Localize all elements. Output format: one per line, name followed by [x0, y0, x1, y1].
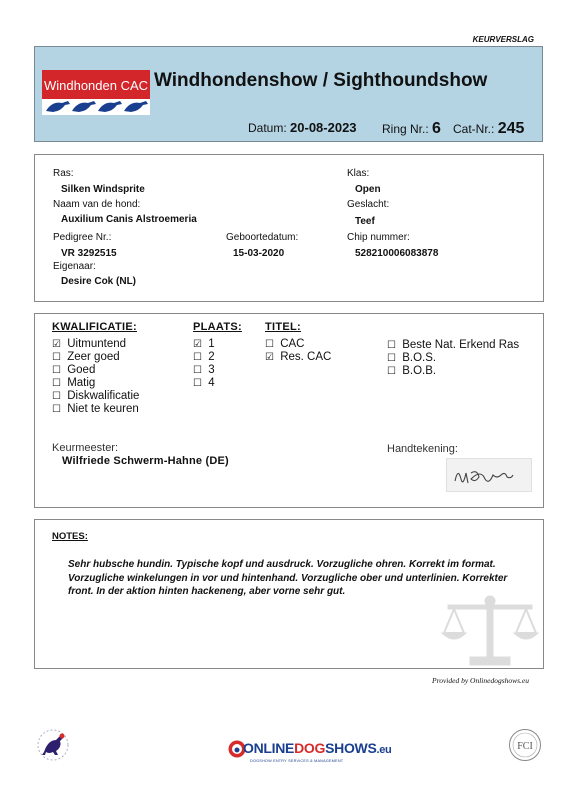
show-title: Windhondenshow / Sighthoundshow	[154, 70, 488, 91]
chip-label: Chip nummer:	[347, 232, 410, 243]
keurmeester-label: Keurmeester:	[52, 442, 119, 454]
checkbox-plaats-1: ☑ 1	[193, 338, 215, 350]
ras-label: Ras:	[53, 168, 74, 179]
checkbox-zeer-goed: ☐ Zeer goed	[52, 351, 120, 363]
checkbox-cac: ☐ CAC	[265, 338, 305, 350]
cat-label: Cat-Nr.:	[453, 122, 495, 136]
windhonden-cac-logo	[42, 70, 150, 115]
pedigree-value: VR 3292515	[61, 248, 117, 259]
kwalificatie-heading: KWALIFICATIE:	[52, 321, 137, 333]
geslacht-value: Teef	[355, 216, 375, 227]
checkbox-goed: ☐ Goed	[52, 364, 96, 376]
brand-shows: SHOWS	[325, 740, 377, 756]
datum-field	[248, 120, 357, 135]
ring-field	[382, 120, 441, 138]
geslacht-label: Geslacht:	[347, 199, 390, 210]
onlinedogshows-logo	[228, 738, 392, 772]
klas-value: Open	[355, 184, 381, 195]
plaats-heading: PLAATS:	[193, 321, 242, 333]
eigenaar-value: Desire Cok (NL)	[61, 276, 137, 287]
signature-image	[446, 458, 532, 492]
club-dog-logo-icon	[36, 728, 70, 762]
checkbox-res-cac: ☑ Res. CAC	[265, 351, 332, 363]
datum-label: Datum:	[248, 121, 287, 135]
checkbox-bos: ☐ B.O.S.	[387, 352, 437, 364]
datum-value: 20-08-2023	[290, 120, 357, 135]
notes-text: Sehr hubsche hundin. Typische kopf und ausdruck. Vorzugliche ohren. Korrekt im format. Vorzugliche winkelungen in vor und hintenhand. Vorzugliche ober und unterlinien. Korrekter front. In der aktion hinten hackeneng, aber vorne sehr gut.	[68, 559, 508, 597]
titel-list	[265, 338, 331, 364]
checkbox-bob: ☐ B.O.B.	[387, 365, 437, 377]
cat-field	[453, 120, 524, 138]
checkbox-diskwalificatie: ☐ Diskwalificatie	[52, 390, 140, 402]
ring-value: 6	[432, 120, 441, 137]
klas-label: Klas:	[347, 168, 370, 179]
brand-tagline: DOGSHOW ENTRY SERVICES & MANAGEMENT	[250, 759, 344, 763]
signature-scribble	[447, 459, 531, 491]
checkbox-plaats-4: ☐ 4	[193, 377, 215, 389]
geboorte-label: Geboortedatum:	[226, 232, 299, 243]
checkbox-uitmuntend: ☑ Uitmuntend	[52, 338, 127, 350]
pedigree-label: Pedigree Nr.:	[53, 232, 112, 243]
naam-value: Auxilium Canis Alstroemeria	[61, 214, 197, 225]
kwalificatie-list	[52, 338, 139, 416]
checkbox-niet-te-keuren: ☐ Niet te keuren	[52, 403, 139, 415]
brand-online: ONLINE	[243, 740, 295, 756]
report-tag: KEURVERSLAG	[472, 35, 534, 44]
checkbox-matig: ☐ Matig	[52, 377, 96, 389]
naam-label: Naam van de hond:	[53, 199, 141, 210]
ras-value: Silken Windsprite	[61, 184, 145, 195]
notes-heading: NOTES:	[52, 531, 88, 542]
chip-value: 528210006083878	[355, 248, 439, 259]
logo-text: Windhonden CAC	[43, 78, 149, 93]
provided-by-text: Provided by Onlinedogshows.eu	[432, 676, 529, 685]
geboorte-value: 15-03-2020	[233, 248, 285, 259]
scale-watermark-icon	[440, 595, 540, 667]
checkbox-plaats-2: ☐ 2	[193, 351, 215, 363]
brand-dog: DOG	[294, 740, 326, 756]
fci-logo-icon	[508, 728, 542, 762]
eigenaar-label: Eigenaar:	[53, 261, 96, 272]
keurmeester-value: Wilfriede Schwerm-Hahne (DE)	[62, 455, 229, 467]
cat-value: 245	[497, 120, 525, 137]
fci-text: FCI	[517, 741, 533, 752]
extra-awards-list	[387, 339, 519, 378]
titel-heading: TITEL:	[265, 321, 302, 333]
brand-eu: .eu	[376, 744, 392, 756]
plaats-list	[193, 338, 215, 390]
brand-wordmark	[243, 740, 391, 756]
ring-label: Ring Nr.:	[382, 122, 429, 136]
checkbox-beste-nat-erkend-ras: ☐ Beste Nat. Erkend Ras	[387, 339, 520, 351]
checkbox-plaats-3: ☐ 3	[193, 364, 215, 376]
handtekening-label: Handtekening:	[387, 443, 458, 455]
